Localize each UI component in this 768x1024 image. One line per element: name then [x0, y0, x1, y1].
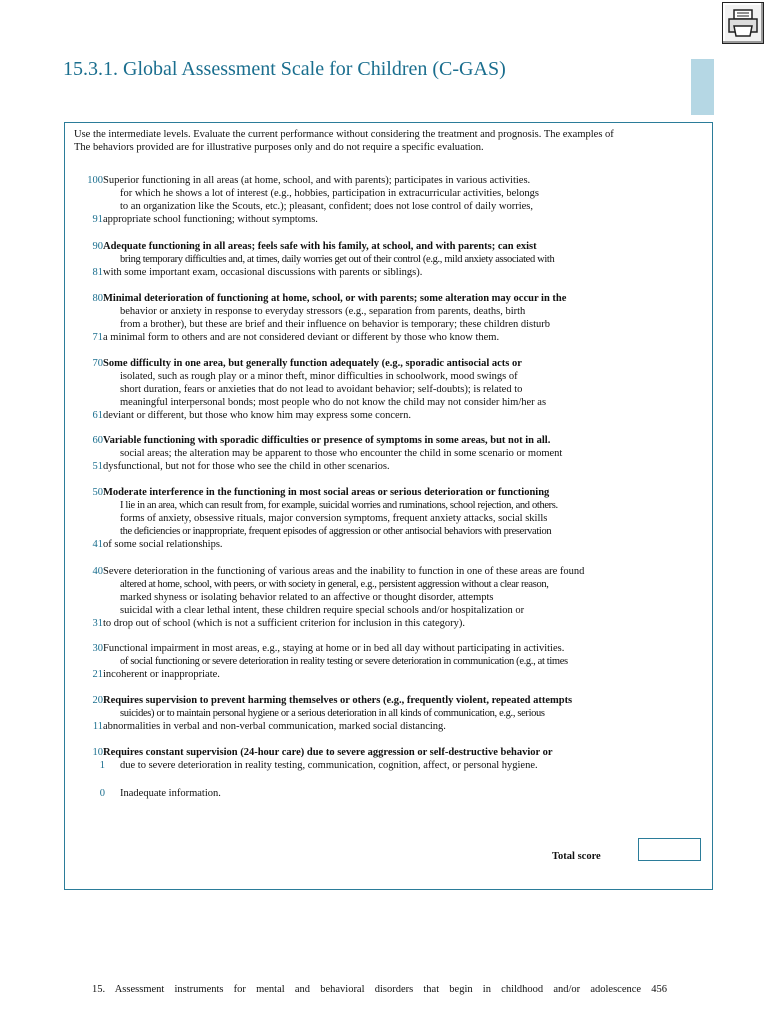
score-band	[70, 787, 690, 800]
band-line	[70, 447, 690, 460]
band-line	[70, 200, 690, 213]
band-line	[70, 604, 690, 617]
band-top-line	[70, 642, 690, 655]
band-heading: Requires constant supervision (24-hour care) due to severe aggression or self-destructive behavior or	[103, 747, 553, 758]
band-score-top: 60	[92, 435, 103, 446]
band-detail-line: abnormalities in verbal and non-verbal communication, marked social distancing.	[103, 721, 446, 732]
score-band	[70, 240, 690, 279]
band-detail-line: to an organization like the Scouts, etc.); pleasant, confident; does not lose control of daily worries,	[120, 201, 533, 212]
band-score-top: 30	[92, 643, 103, 654]
band-bottom-line	[70, 331, 690, 344]
band-score-top: 40	[92, 566, 103, 577]
band-score-top: 80	[92, 293, 103, 304]
score-band	[70, 292, 690, 344]
band-heading: Variable functioning with sporadic difficulties or presence of symptoms in some areas, but not in all.	[103, 435, 551, 446]
band-detail-line: I lie in an area, which can result from, for example, suicidal worries and ruminations, school rejection, and others.	[120, 500, 558, 511]
band-line	[70, 187, 690, 200]
band-heading: Adequate functioning in all areas; feels safe with his family, at school, and with parents; can exist	[103, 241, 537, 252]
band-line	[70, 591, 690, 604]
page-title: 15.3.1. Global Assessment Scale for Children (C-GAS)	[63, 58, 506, 80]
band-detail-line: short duration, fears or anxieties that do not lead to avoidant behavior; self-doubts); is related to	[120, 384, 523, 395]
band-detail-line: for which he shows a lot of interest (e.g., hobbies, participation in extracurricular activities, belongs	[120, 188, 540, 199]
band-detail-line: deviant or different, but those who know him may express some concern.	[103, 410, 412, 421]
band-score-bottom: 31	[92, 618, 103, 629]
band-detail-line: social areas; the alteration may be apparent to those who encounter the child in some scenario or moment	[120, 448, 563, 459]
band-detail-line: due to severe deterioration in reality testing, communication, cognition, affect, or personal hygiene.	[120, 760, 538, 771]
band-line	[70, 370, 690, 383]
band-detail-line: with some important exam, occasional discussions with parents or siblings).	[103, 267, 423, 278]
band-top-line	[70, 565, 690, 578]
band-detail-line: bring temporary difficulties and, at times, daily worries get out of their control (e.g., mild anxiety associated with	[120, 254, 555, 265]
side-bar-marker	[691, 59, 714, 115]
score-band	[70, 174, 690, 226]
band-top-line	[70, 357, 690, 370]
band-top-line	[70, 434, 690, 447]
band-score-top: 100	[87, 175, 103, 186]
band-score-bottom: 81	[92, 267, 103, 278]
score-band	[70, 746, 690, 772]
band-score-bottom: 1	[99, 760, 105, 771]
band-score-top: 50	[92, 487, 103, 498]
band-detail-line: a minimal form to others and are not considered deviant or different by those who know them.	[103, 332, 500, 343]
band-bottom-line	[70, 538, 690, 551]
band-detail-line: suicides) or to maintain personal hygiene or a serious deterioration in all kinds of communication, e.g., serious	[120, 708, 545, 719]
band-score-bottom: 61	[92, 410, 103, 421]
band-detail-line: marked shyness or isolating behavior related to an affective or thought disorder, attempts	[120, 592, 494, 603]
band-detail-line: suicidal with a clear lethal intent, these children require special schools and/or hospitalization or	[120, 605, 525, 616]
band-heading: Severe deterioration in the functioning of various areas and the inability to function in one of these areas are found	[103, 566, 585, 577]
band-top-line	[70, 292, 690, 305]
score-band	[70, 565, 690, 630]
band-top-line	[70, 174, 690, 187]
band-line	[70, 655, 690, 668]
band-line	[70, 305, 690, 318]
band-detail-line: to drop out of school (which is not a sufficient criterion for inclusion in this category).	[103, 618, 465, 629]
band-line	[70, 578, 690, 591]
band-detail-line: the deficiencies or inappropriate, frequent episodes of aggression or other antisocial behaviors with preservation	[120, 526, 552, 537]
band-score-bottom: 71	[92, 332, 103, 343]
band-detail-line: of social functioning or severe deterioration in reality testing or severe deterioration in communication (e.g., at times	[120, 656, 568, 667]
band-bottom-line	[70, 213, 690, 226]
score-band	[70, 486, 690, 551]
band-heading: Superior functioning in all areas (at home, school, and with parents); participates in various activities.	[103, 175, 531, 186]
band-line	[70, 512, 690, 525]
band-score-bottom: 11	[92, 721, 103, 732]
band-detail-line: meaningful interpersonal bonds; most people who do not know the child may not consider him/her as	[120, 397, 547, 408]
band-score: 0	[99, 788, 105, 799]
band-top-line	[70, 694, 690, 707]
band-score-bottom: 51	[92, 461, 103, 472]
instruction-line: The behaviors provided are for illustrative purposes only and do not require a specific evaluation.	[74, 142, 484, 153]
band-detail-line: dysfunctional, but not for those who see the child in other scenarios.	[103, 461, 390, 472]
score-band	[70, 694, 690, 733]
instruction-line: Use the intermediate levels. Evaluate the current performance without considering the treatment and prognosis. The examples of	[74, 129, 614, 140]
band-bottom-line	[70, 617, 690, 630]
band-top-line	[70, 486, 690, 499]
band-detail-line: from a brother), but these are brief and their influence on behavior is temporary; these children disturb	[120, 319, 551, 330]
band-line	[70, 525, 690, 538]
band-detail-line: isolated, such as rough play or a minor theft, minor difficulties in schoolwork, mood swings of	[120, 371, 518, 382]
score-band	[70, 434, 690, 473]
band-detail-line: behavior or anxiety in response to everyday stressors (e.g., separation from parents, deaths, birth	[120, 306, 526, 317]
band-heading: Functional impairment in most areas, e.g., staying at home or in bed all day without participating in activities.	[103, 643, 565, 654]
band-detail-line: forms of anxiety, obsessive rituals, major conversion symptoms, frequent anxiety attacks, social skills	[120, 513, 548, 524]
band-heading: Some difficulty in one area, but generally function adequately (e.g., sporadic antisocial acts or	[103, 358, 522, 369]
band-line	[70, 499, 690, 512]
band-detail-line: appropriate school functioning; without symptoms.	[103, 214, 318, 225]
band-bottom-line	[70, 460, 690, 473]
page-footer: 15. Assessment instruments for mental and behavioral disorders that begin in childhood and/or adolescence 456	[92, 984, 667, 995]
band-bottom-line	[70, 409, 690, 422]
band-detail-line: altered at home, school, with peers, or with society in general, e.g., persistent aggression without a clear reason,	[120, 579, 549, 590]
total-score-label: Total score	[552, 851, 601, 862]
band-score-bottom: 91	[92, 214, 103, 225]
band-top-line	[70, 240, 690, 253]
band-bottom-line	[70, 266, 690, 279]
band-score-top: 90	[92, 241, 103, 252]
total-score-input[interactable]	[638, 838, 701, 861]
band-score-top: 70	[92, 358, 103, 369]
score-band	[70, 642, 690, 681]
band-score-bottom: 41	[92, 539, 103, 550]
band-score-bottom: 21	[92, 669, 103, 680]
band-detail-line: of some social relationships.	[103, 539, 223, 550]
band-detail-line: incoherent or inappropriate.	[103, 669, 220, 680]
band-line	[70, 383, 690, 396]
band-heading: Minimal deterioration of functioning at home, school, or with parents; some alteration may occur in the	[103, 293, 567, 304]
printer-icon	[726, 7, 760, 39]
band-heading: Requires supervision to prevent harming themselves or others (e.g., frequently violent, repeated attempts	[103, 695, 573, 706]
band-line	[70, 318, 690, 331]
band-line	[70, 396, 690, 409]
print-button[interactable]	[722, 2, 764, 44]
band-score-top: 10	[92, 747, 103, 758]
band-bottom-line	[70, 720, 690, 733]
band-line	[70, 707, 690, 720]
score-band	[70, 357, 690, 422]
band-bottom-line	[70, 668, 690, 681]
band-line	[70, 253, 690, 266]
band-heading: Moderate interference in the functioning in most social areas or serious deterioration or functioning	[103, 487, 550, 498]
band-detail-line: Inadequate information.	[120, 788, 221, 799]
instructions	[74, 128, 674, 154]
band-score-top: 20	[92, 695, 103, 706]
